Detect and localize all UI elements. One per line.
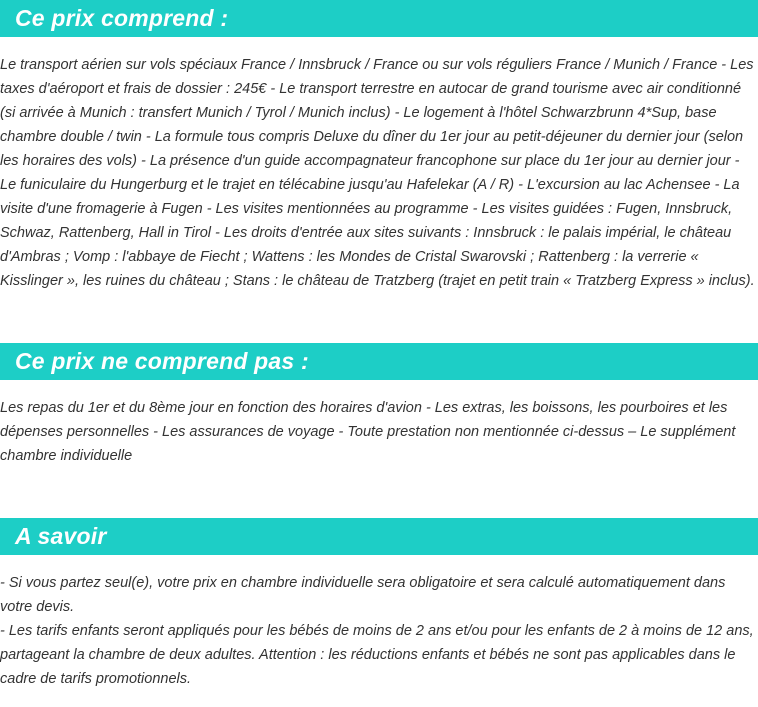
price-includes-text: Le transport aérien sur vols spéciaux France / Innsbruck / France ou sur vols réguliers France / Munich / France - Les taxes d'aéroport et frais de dossier : 245€ - Le transport terrestre en autocar de grand tourisme avec air conditionné (si arrivée à Munich : transfert Munich / Tyrol / Munich inclus) - Le logement à l'hôtel Schwarzbrunn 4*Sup, base chambre double / twin - La formule tous compris Deluxe du dîner du 1er jour au petit-déjeuner du dernier jour (selon les horaires des vols) - La présence d'un guide accompagnateur francophone sur place du 1er jour au dernier jour - Le funiculaire du Hungerburg et le trajet en télécabine jusqu'au Hafelekar (A / R) - L'excursion au lac Achensee - La visite d'une fromagerie à Fugen - Les visites mentionnées au programme - Les visites guidées : Fugen, Innsbruck, Schwaz, Rattenberg, Hall in Tirol - Les droits d'entrée aux sites suivants : Innsbruck : le palais impérial, le château d'Ambras ; Vomp : l'abbaye de Fiecht ; Wattens : les Mondes de Cristal Swarovski ; Rattenberg : la verrerie « Kisslinger », les ruines du château ; Stans : le château de Tratzberg (trajet en petit train « Tratzberg Express » inclus).: [0, 57, 755, 289]
good-to-know-section: [0, 518, 758, 691]
price-excludes-section: [0, 343, 758, 468]
price-includes-header: [0, 0, 758, 37]
good-to-know-line-children: - Les tarifs enfants seront appliqués pour les bébés de moins de 2 ans et/ou pour les enfants de 2 à moins de 12 ans, partageant la chambre de deux adultes. Attention : les réductions enfants et bébés ne sont pas applicables dans le cadre de tarifs promotionnels.: [0, 623, 754, 687]
good-to-know-line-solo: - Si vous partez seul(e), votre prix en chambre individuelle sera obligatoire et sera calculé automatiquement dans votre devis.: [0, 575, 726, 615]
price-excludes-header: [0, 343, 758, 380]
good-to-know-body: [0, 571, 758, 691]
price-includes-body: [0, 53, 758, 293]
price-includes-title: Ce prix comprend :: [15, 5, 229, 31]
price-excludes-title: Ce prix ne comprend pas :: [15, 348, 309, 374]
good-to-know-header: [0, 518, 758, 555]
price-excludes-body: [0, 396, 758, 468]
price-excludes-text: Les repas du 1er et du 8ème jour en fonction des horaires d'avion - Les extras, les boissons, les pourboires et les dépenses personnelles - Les assurances de voyage - Toute prestation non mentionnée ci-dessus – Le supplément chambre individuelle: [0, 400, 736, 464]
price-includes-section: [0, 0, 758, 293]
good-to-know-title: A savoir: [15, 523, 107, 549]
